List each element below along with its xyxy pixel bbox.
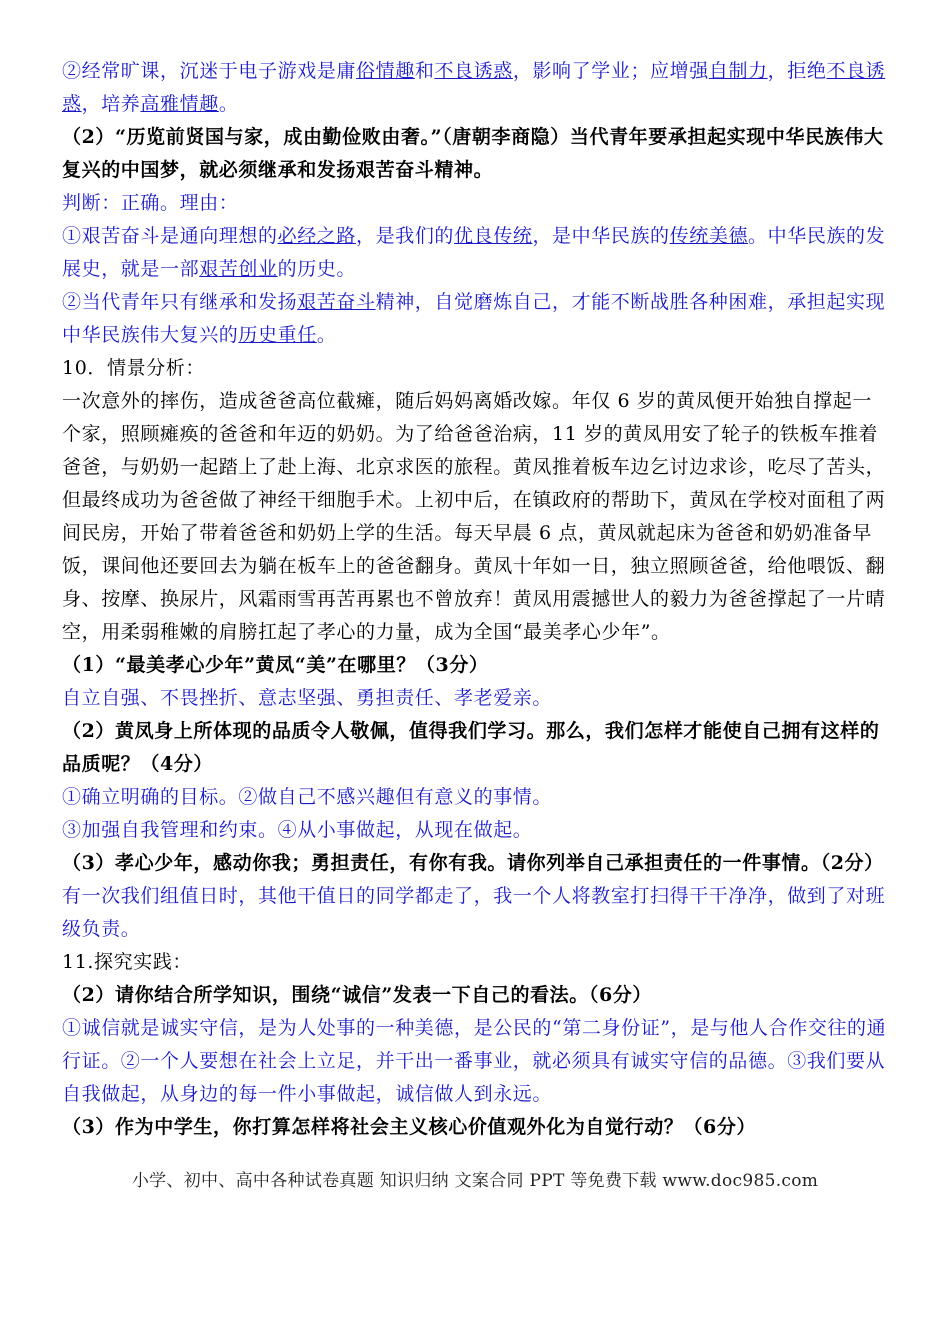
document-body — [62, 55, 890, 1144]
answer-paragraph: ②当代青年只有继承和发扬艰苦奋斗精神，自觉磨炼自己，才能不断战胜各种困难，承担起实现中华民族伟大复兴的历史重任。 — [62, 291, 886, 346]
key-term: 艰苦奋斗 — [297, 291, 376, 313]
key-term: 俗情趣 — [356, 60, 415, 82]
question-text: （3）作为中学生，你打算怎样将社会主义核心价值观外化为自觉行动？（6分） — [62, 1116, 757, 1138]
key-term: 不良诱惑 — [434, 60, 513, 82]
key-term: 不良诱惑 — [62, 60, 886, 115]
answer-text: 有一次我们组值日时，其他干值日的同学都走了，我一个人将教室打扫得干干净净，做到了对班级负责。 — [62, 885, 886, 940]
key-term: 传统美德 — [669, 225, 749, 247]
section-title: 10．情景分析： — [62, 357, 205, 379]
answer-text: ①确立明确的目标。②做自己不感兴趣但有意义的事情。 — [62, 786, 553, 808]
key-term: 必经之路 — [277, 225, 357, 247]
answer-text: 自立自强、不畏挫折、意志坚强、勇担责任、孝老爱亲。 — [62, 687, 553, 709]
page-footer: 小学、初中、高中各种试卷真题 知识归纳 文案合同 PPT 等免费下载 www.doc985.com — [131, 1171, 819, 1191]
question-text: （2）请你结合所学知识，围绕“诚信”发表一下自己的看法。（6分） — [62, 984, 652, 1006]
answer-paragraph: ②经常旷课，沉迷于电子游戏是庸俗情趣和不良诱惑，影响了学业；应增强自制力，拒绝不良诱惑，培养高雅情趣。 — [62, 60, 886, 115]
key-term: 艰苦创业 — [199, 258, 278, 280]
question-text: （2）黄凤身上所体现的品质令人敬佩，值得我们学习。那么，我们怎样才能使自己拥有这样的品质呢？（4分） — [62, 720, 880, 775]
answer-text: ③加强自我管理和约束。④从小事做起，从现在做起。 — [62, 819, 533, 841]
section-title: 11.探究实践： — [62, 951, 193, 973]
key-term: 优良传统 — [454, 225, 533, 247]
key-term: 历史重任 — [238, 324, 317, 346]
question-text: （1）“最美孝心少年”黄凤“美”在哪里？（3分） — [62, 654, 489, 676]
key-term: 自制力 — [708, 60, 768, 82]
question-text: （2）“历览前贤国与家，成由勤俭败由奢。”（唐朝李商隐）当代青年要承担起实现中华民族伟大复兴的中国梦，就必须继承和发扬艰苦奋斗精神。 — [62, 126, 884, 181]
judgement-text: 判断：正确。理由： — [62, 192, 239, 214]
key-term: 高雅情趣 — [140, 93, 219, 115]
answer-paragraph: ①艰苦奋斗是通向理想的必经之路，是我们的优良传统，是中华民族的传统美德。中华民族的发展史，就是一部艰苦创业的历史。 — [62, 225, 886, 280]
story-paragraph: 一次意外的摔伤，造成爸爸高位截瘫，随后妈妈离婚改嫁。年仅 6 岁的黄凤便开始独自撑起一个家，照顾瘫痪的爸爸和年迈的奶奶。为了给爸爸治病，11 岁的黄凤用安了轮子的铁板车推着爸爸，与奶奶一起踏上了赴上海、北京求医的旅程。黄凤推着板车边乞讨边求诊，吃尽了苦头，但最终成功为爸爸做了神经干细胞手术。上初中后，在镇政府的帮助下，黄凤在学校对面租了两间民房，开始了带着爸爸和奶奶上学的生活。每天早晨 6 点，黄凤就起床为爸爸和奶奶准备早饭，课间他还要回去为躺在板车上的爸爸翻身。黄凤十年如一日，独立照顾爸爸，给他喂饭、翻身、按摩、换尿片，风霜雨雪再苦再累也不曾放弃！黄凤用震撼世人的毅力为爸爸撑起了一片晴空，用柔弱稚嫩的肩膀扛起了孝心的力量，成为全国“最美孝心少年”。 — [62, 390, 886, 643]
answer-text: ①诚信就是诚实守信，是为人处事的一种美德，是公民的“第二身份证”，是与他人合作交往的通行证。②一个人要想在社会上立足，并干出一番事业，就必须具有诚实守信的品德。③我们要从自我做起，从身边的每一件小事做起，诚信做人到永远。 — [62, 1017, 887, 1105]
question-text: （3）孝心少年，感动你我；勇担责任，有你有我。请你列举自己承担责任的一件事情。（2分） — [62, 852, 884, 874]
